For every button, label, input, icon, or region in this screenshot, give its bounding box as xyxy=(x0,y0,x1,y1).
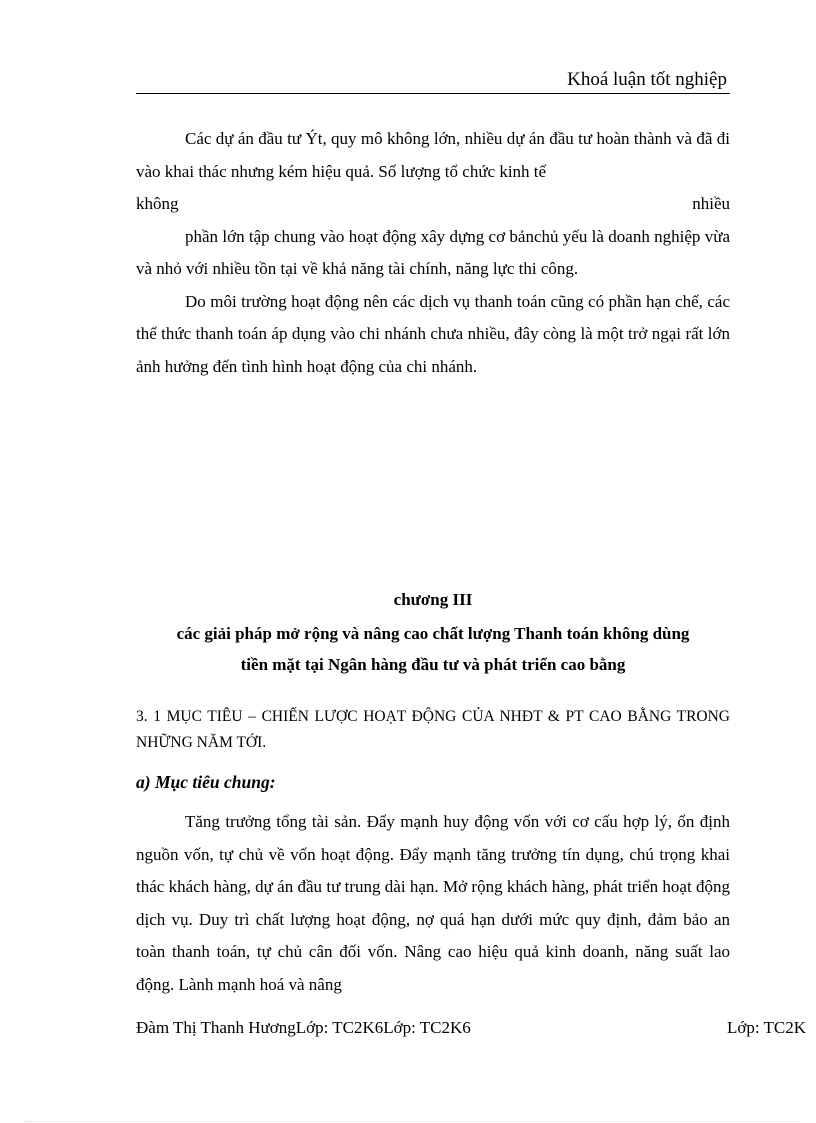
paragraph-1-fragment-left: không xyxy=(136,194,179,213)
chapter-title xyxy=(136,618,730,680)
page-bottom-edge xyxy=(24,1121,800,1122)
subheading: a) Mục tiêu chung: xyxy=(136,772,276,792)
paragraph-1-last-line xyxy=(136,188,730,221)
chapter-title-line-1: các giải pháp mở rộng và nâng cao chất lượng Thanh toán không dùng xyxy=(176,624,690,643)
paragraph-1: Các dự án đầu tư Ýt, quy mô không lớn, nhiều dự án đầu tư hoàn thành và đã đi vào khai thác nhưng kém hiệu quả. Số lượng tổ chức kinh tế xyxy=(136,129,730,181)
section-goals-text xyxy=(136,806,730,1001)
paragraph-3: Do môi trường hoạt động nên các dịch vụ thanh toán cũng có phần hạn chế, các thể thức thanh toán áp dụng vào chi nhánh chưa nhiều, đây còng là một trở ngại rất lớn ảnh hưởng đến tình hình hoạt động của chi nhánh. xyxy=(136,291,730,376)
chapter-number: chương III xyxy=(393,590,473,609)
section-heading: 3. 1 MỤC TIÊU – CHIẾN LƯỢC HOẠT ĐỘNG CỦA NHĐT & PT CAO BẰNG TRONG NHỮNG NĂM TỚI. xyxy=(136,708,730,751)
header-divider xyxy=(136,93,730,94)
paragraph-2: phần lớn tập chung vào hoạt động xây dựng cơ bảnchủ yếu là doanh nghiệp vừa và nhỏ với nhiều tồn tại về khả năng tài chính, năng lực thi công. xyxy=(136,226,730,278)
chapter-title-line-2: tiền mặt tại Ngân hàng đầu tư và phát triển cao bằng xyxy=(240,655,626,674)
paragraph-1-fragment-right: nhiều xyxy=(692,194,730,213)
footer-author-class: Đàm Thị Thanh HươngLớp: TC2K6Lớp: TC2K6 xyxy=(136,1018,471,1037)
section-intro-text xyxy=(136,123,730,383)
running-header-title: Khoá luận tốt nghiệp xyxy=(567,69,727,90)
footer-class-truncated: Lớp: TC2K xyxy=(727,1018,807,1037)
paragraph-goals: Tăng trưởng tổng tài sản. Đẩy mạnh huy động vốn với cơ cấu hợp lý, ổn định nguồn vốn, tự chủ về vốn hoạt động. Đẩy mạnh tăng trưởng tín dụng, chú trọng khai thác khách hàng, dự án đầu tư trung dài hạn. Mở rộng khách hàng, phát triển hoạt động dịch vụ. Duy trì chất lượng hoạt động, nợ quá hạn dưới mức quy định, đảm bảo an toàn thanh toán, tự chủ cân đối vốn. Nâng cao hiệu quả kinh doanh, năng suất lao động. Lành mạnh hoá và nâng xyxy=(136,812,730,994)
